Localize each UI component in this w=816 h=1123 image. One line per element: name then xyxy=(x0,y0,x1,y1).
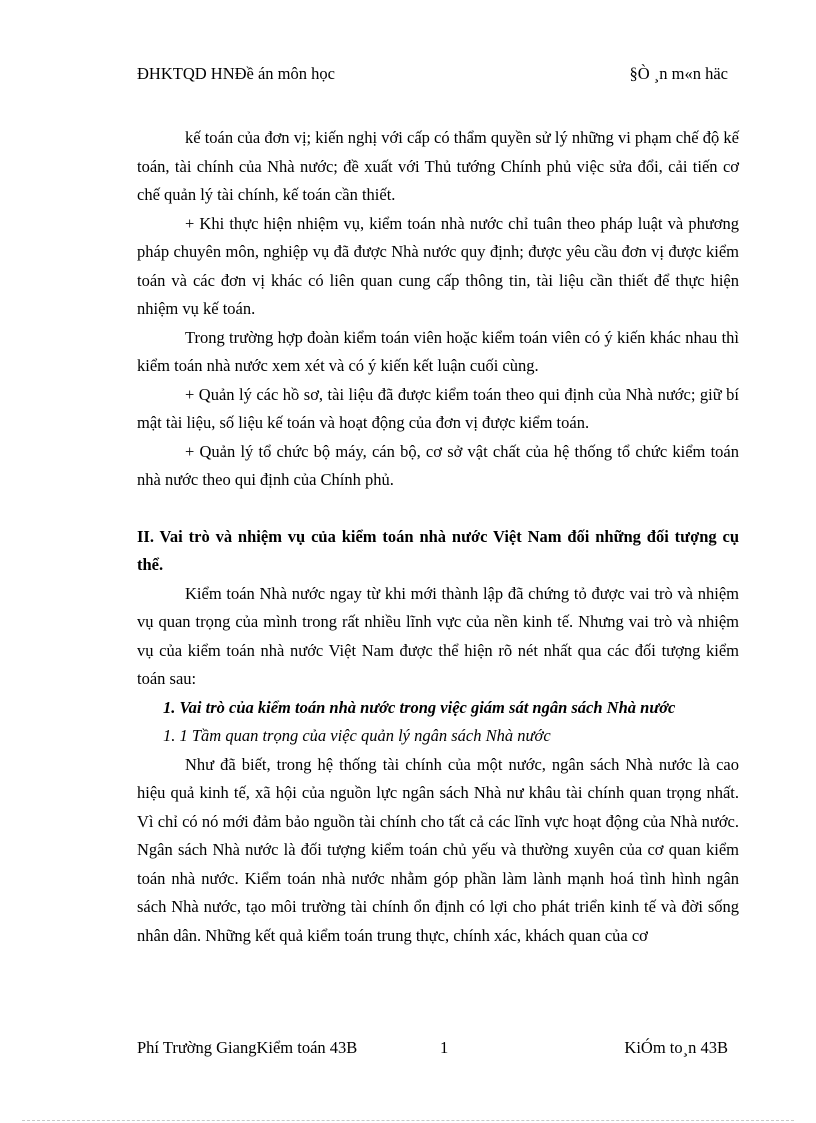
paragraph: + Quản lý các hồ sơ, tài liệu đã được kiểm toán theo qui định của Nhà nước; giữ bí mật tài liệu, số liệu kế toán và hoạt động của đơn vị được kiểm toán. xyxy=(137,384,739,432)
header-right: §Ò ¸n m«n häc xyxy=(629,64,728,83)
subsection-heading: 1. Vai trò của kiểm toán nhà nước trong việc giám sát ngân sách Nhà nước xyxy=(163,697,676,717)
paragraph: + Quản lý tổ chức bộ máy, cán bộ, cơ sở vật chất của hệ thống tổ chức kiểm toán nhà nước theo qui định của Chính phủ. xyxy=(137,441,739,489)
paragraph: Trong trường hợp đoàn kiểm toán viên hoặc kiểm toán viên có ý kiến khác nhau thì kiểm toán nhà nước xem xét và có ý kiến kết luận cuối cùng. xyxy=(137,327,739,375)
page-number: 1 xyxy=(440,1038,449,1057)
spacer xyxy=(137,495,739,523)
section-heading: II. Vai trò và nhiệm vụ của kiểm toán nhà nước Việt Nam đối những đối tượng cụ thể. xyxy=(137,526,739,574)
footer-left: Phí Trường GiangKiểm toán 43B xyxy=(137,1038,358,1057)
header-left: ĐHKTQD HNĐề án môn học xyxy=(137,64,335,83)
paragraph: Kiểm toán Nhà nước ngay từ khi mới thành lập đã chứng tỏ được vai trò và nhiệm vụ quan trọng của mình trong rất nhiều lĩnh vực của nền kinh tế. Nhưng vai trò và nhiệm vụ của kiểm toán nhà nước Việt Nam được thể hiện rõ nét nhất qua các đối tượng kiểm toán sau: xyxy=(137,583,739,688)
document-body xyxy=(137,124,739,950)
paragraph: kế toán của đơn vị; kiến nghị với cấp có thẩm quyền sử lý những vi phạm chế độ kế toán, tài chính của Nhà nước; đề xuất với Thủ tướng Chính phủ việc sửa đổi, cải tiến cơ chế quản lý tài chính, kế toán cần thiết. xyxy=(137,128,739,204)
subsubsection-heading: 1. 1 Tầm quan trọng của việc quản lý ngân sách Nhà nước xyxy=(163,726,551,745)
paragraph: Như đã biết, trong hệ thống tài chính của một nước, ngân sách Nhà nước là cao hiệu quả kinh tế, xã hội của nguồn lực ngân sách Nhà nư khâu tài chính quan trọng nhất. Vì chỉ có nó mới đảm bảo nguồn tài chính cho tất cả các lĩnh vực hoạt động của Nhà nước. Ngân sách Nhà nước là đối tượng kiểm toán chủ yếu và thường xuyên của cơ quan kiểm toán nhà nước. Kiểm toán nhà nước nhằm góp phần làm lành mạnh hoá tình hình ngân sách Nhà nước, tạo môi trường tài chính ổn định có lợi cho phát triển kinh tế và đời sống nhân dân. Những kết quả kiểm toán trung thực, chính xác, khách quan của cơ xyxy=(137,754,739,945)
paragraph: + Khi thực hiện nhiệm vụ, kiểm toán nhà nước chỉ tuân theo pháp luật và phương pháp chuyên môn, nghiệp vụ đã được Nhà nước quy định; được yêu cầu đơn vị được kiểm toán và các đơn vị khác có liên quan cung cấp thông tin, tài liệu cần thiết để thực hiện nhiệm vụ kế toán. xyxy=(137,213,739,318)
page-header xyxy=(137,64,728,84)
footer-right: KiÓm to¸n 43B xyxy=(624,1038,728,1057)
page-divider xyxy=(22,1120,794,1121)
